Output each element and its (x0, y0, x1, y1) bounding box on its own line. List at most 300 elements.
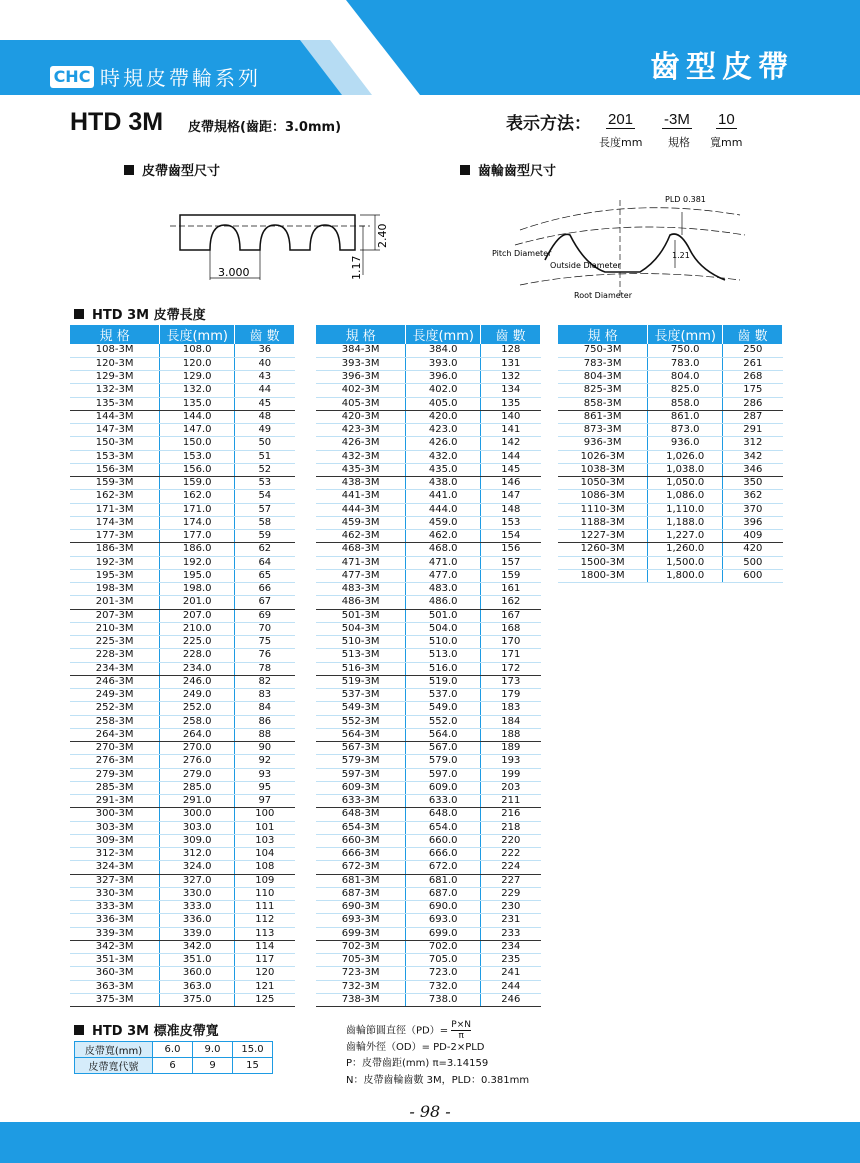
table-row (316, 755, 541, 768)
table-row (70, 702, 295, 715)
cell-length: 426.0 (406, 437, 481, 450)
table-row (70, 530, 295, 543)
cell-spec: 186-3M (70, 543, 160, 556)
table-row (70, 503, 295, 516)
cell-teeth: 241 (481, 967, 541, 980)
pitch-diameter-label: Pitch Diameter (492, 249, 552, 258)
table-row (316, 993, 541, 1006)
cell-teeth: 409 (723, 530, 783, 543)
cell-spec: 438-3M (316, 477, 406, 490)
cell-spec: 150-3M (70, 437, 160, 450)
width-cell: 15.0 (233, 1042, 273, 1058)
root-diameter-label: Root Diameter (574, 291, 633, 300)
table-row (316, 410, 541, 423)
cell-spec: 309-3M (70, 834, 160, 847)
cell-spec: 234-3M (70, 662, 160, 675)
cell-spec: 1800-3M (558, 569, 648, 582)
cell-length: 549.0 (406, 702, 481, 715)
cell-spec: 672-3M (316, 861, 406, 874)
cell-teeth: 141 (481, 424, 541, 437)
cell-spec: 432-3M (316, 450, 406, 463)
cell-length: 441.0 (406, 490, 481, 503)
cell-length: 162.0 (160, 490, 235, 503)
table-row (70, 808, 295, 821)
cell-length: 249.0 (160, 689, 235, 702)
cell-teeth: 312 (723, 437, 783, 450)
cell-length: 423.0 (406, 424, 481, 437)
table-row (70, 980, 295, 993)
cell-teeth: 172 (481, 662, 541, 675)
cell-spec: 516-3M (316, 662, 406, 675)
cell-spec: 699-3M (316, 927, 406, 940)
cell-teeth: 222 (481, 848, 541, 861)
cell-spec: 1188-3M (558, 516, 648, 529)
table-row (316, 662, 541, 675)
cell-teeth: 104 (235, 848, 295, 861)
cell-teeth: 51 (235, 450, 295, 463)
cell-spec: 108-3M (70, 344, 160, 357)
table-row (70, 927, 295, 940)
cell-teeth: 97 (235, 795, 295, 808)
cell-spec: 723-3M (316, 967, 406, 980)
header-banner (0, 0, 860, 95)
table-row (316, 596, 541, 609)
table-row (70, 636, 295, 649)
cell-teeth: 76 (235, 649, 295, 662)
cell-length: 384.0 (406, 344, 481, 357)
cell-teeth: 346 (723, 463, 783, 476)
model-spec: 皮帶規格(齒距：3.0mm) (188, 120, 342, 135)
cell-spec: 687-3M (316, 887, 406, 900)
cell-spec: 279-3M (70, 768, 160, 781)
table-row (316, 463, 541, 476)
cell-spec: 483-3M (316, 583, 406, 596)
cell-spec: 462-3M (316, 530, 406, 543)
cell-length: 690.0 (406, 901, 481, 914)
table-row (70, 596, 295, 609)
cell-length: 393.0 (406, 357, 481, 370)
cell-length: 210.0 (160, 622, 235, 635)
cell-length: 699.0 (406, 927, 481, 940)
cell-spec: 264-3M (70, 728, 160, 741)
cell-length: 153.0 (160, 450, 235, 463)
cell-teeth: 171 (481, 649, 541, 662)
table-row (70, 649, 295, 662)
cell-length: 342.0 (160, 940, 235, 953)
table-row (70, 781, 295, 794)
table-row (316, 940, 541, 953)
cell-spec: 702-3M (316, 940, 406, 953)
cell-teeth: 57 (235, 503, 295, 516)
model-name: HTD 3M (70, 108, 164, 136)
cell-spec: 1038-3M (558, 463, 648, 476)
cell-spec: 252-3M (70, 702, 160, 715)
cell-teeth: 188 (481, 728, 541, 741)
cell-spec: 504-3M (316, 622, 406, 635)
cell-spec: 207-3M (70, 609, 160, 622)
cell-spec: 327-3M (70, 874, 160, 887)
width-cell: 9.0 (193, 1042, 233, 1058)
table-row (70, 490, 295, 503)
cell-length: 471.0 (406, 556, 481, 569)
table-row (70, 662, 295, 675)
table-row (316, 583, 541, 596)
table-row (558, 424, 783, 437)
cell-teeth: 109 (235, 874, 295, 887)
cell-spec: 303-3M (70, 821, 160, 834)
cell-length: 564.0 (406, 728, 481, 741)
cell-spec: 1227-3M (558, 530, 648, 543)
cell-spec: 1086-3M (558, 490, 648, 503)
cell-spec: 1110-3M (558, 503, 648, 516)
cell-length: 783.0 (648, 357, 723, 370)
cell-spec: 300-3M (70, 808, 160, 821)
cell-spec: 690-3M (316, 901, 406, 914)
cell-teeth: 69 (235, 609, 295, 622)
cell-length: 147.0 (160, 424, 235, 437)
cell-spec: 732-3M (316, 980, 406, 993)
cell-spec: 393-3M (316, 357, 406, 370)
cell-length: 804.0 (648, 371, 723, 384)
cell-teeth: 59 (235, 530, 295, 543)
table-row (316, 887, 541, 900)
cell-spec: 648-3M (316, 808, 406, 821)
cell-spec: 120-3M (70, 357, 160, 370)
cell-teeth: 78 (235, 662, 295, 675)
cell-length: 666.0 (406, 848, 481, 861)
cell-teeth: 218 (481, 821, 541, 834)
cell-teeth: 86 (235, 715, 295, 728)
cell-spec: 129-3M (70, 371, 160, 384)
cell-spec: 402-3M (316, 384, 406, 397)
table-row (316, 874, 541, 887)
table-row (70, 940, 295, 953)
cell-spec: 471-3M (316, 556, 406, 569)
brand-title: 時規皮帶輪系列 (100, 66, 261, 90)
cell-length: 264.0 (160, 728, 235, 741)
cell-length: 705.0 (406, 954, 481, 967)
table-row (70, 424, 295, 437)
table-row (70, 874, 295, 887)
table-row (558, 410, 783, 423)
cell-length: 501.0 (406, 609, 481, 622)
cell-spec: 330-3M (70, 887, 160, 900)
cell-length: 432.0 (406, 450, 481, 463)
cell-teeth: 268 (723, 371, 783, 384)
cell-teeth: 350 (723, 477, 783, 490)
section-length: HTD 3M 皮帶長度 (74, 304, 206, 323)
cell-length: 195.0 (160, 569, 235, 582)
table-row (558, 556, 783, 569)
width-code: 9 (193, 1058, 233, 1074)
cell-spec: 360-3M (70, 967, 160, 980)
cell-spec: 486-3M (316, 596, 406, 609)
cell-spec: 132-3M (70, 384, 160, 397)
cell-length: 1,500.0 (648, 556, 723, 569)
cell-spec: 342-3M (70, 940, 160, 953)
cell-spec: 513-3M (316, 649, 406, 662)
table-row (70, 914, 295, 927)
cell-teeth: 168 (481, 622, 541, 635)
table-row (316, 371, 541, 384)
table-row (70, 477, 295, 490)
table-row (70, 715, 295, 728)
width-label: 皮帶寬(mm) (75, 1042, 153, 1058)
cell-spec: 444-3M (316, 503, 406, 516)
cell-spec: 420-3M (316, 410, 406, 423)
cell-teeth: 54 (235, 490, 295, 503)
table-row (558, 371, 783, 384)
brand-logo: CHC (50, 66, 94, 88)
cell-teeth: 75 (235, 636, 295, 649)
cell-spec: 156-3M (70, 463, 160, 476)
cell-spec: 333-3M (70, 901, 160, 914)
cell-spec: 783-3M (558, 357, 648, 370)
cell-teeth: 112 (235, 914, 295, 927)
cell-teeth: 161 (481, 583, 541, 596)
table-row (316, 861, 541, 874)
cell-teeth: 193 (481, 755, 541, 768)
cell-length: 633.0 (406, 795, 481, 808)
formula-pd-num: P×N (451, 1020, 471, 1030)
cell-length: 258.0 (160, 715, 235, 728)
cell-spec: 477-3M (316, 569, 406, 582)
pulley-profile-diagram (490, 190, 770, 305)
cell-length: 537.0 (406, 689, 481, 702)
cell-spec: 135-3M (70, 397, 160, 410)
cell-teeth: 170 (481, 636, 541, 649)
cell-length: 477.0 (406, 569, 481, 582)
cell-length: 120.0 (160, 357, 235, 370)
width-code-label: 皮帶寬代號 (75, 1058, 153, 1074)
table-row (316, 795, 541, 808)
table-row (316, 901, 541, 914)
cell-length: 396.0 (406, 371, 481, 384)
cell-teeth: 67 (235, 596, 295, 609)
cell-spec: 198-3M (70, 583, 160, 596)
cell-spec: 660-3M (316, 834, 406, 847)
cell-length: 363.0 (160, 980, 235, 993)
table-row (316, 424, 541, 437)
cell-spec: 375-3M (70, 993, 160, 1006)
cell-length: 468.0 (406, 543, 481, 556)
cell-length: 285.0 (160, 781, 235, 794)
cell-teeth: 216 (481, 808, 541, 821)
width-cell: 6.0 (153, 1042, 193, 1058)
cell-spec: 192-3M (70, 556, 160, 569)
table-row (558, 543, 783, 556)
cell-teeth: 44 (235, 384, 295, 397)
cell-teeth: 83 (235, 689, 295, 702)
table-row (70, 397, 295, 410)
table-row (70, 834, 295, 847)
cell-spec: 468-3M (316, 543, 406, 556)
outside-diameter-label: Outside Diameter (550, 261, 621, 270)
table-row (558, 397, 783, 410)
cell-length: 654.0 (406, 821, 481, 834)
table-row (316, 516, 541, 529)
cell-teeth: 135 (481, 397, 541, 410)
dim-tooth: 1.17 (350, 255, 363, 280)
table-row (70, 954, 295, 967)
cell-length: 702.0 (406, 940, 481, 953)
cell-teeth: 131 (481, 357, 541, 370)
col-spec: 規 格 (316, 325, 406, 344)
cell-spec: 147-3M (70, 424, 160, 437)
table-row (70, 450, 295, 463)
cell-teeth: 153 (481, 516, 541, 529)
col-length: 長度(mm) (160, 325, 235, 344)
dim-height: 2.40 (376, 223, 389, 248)
cell-spec: 681-3M (316, 874, 406, 887)
notation-length: 201 (608, 111, 634, 128)
cell-spec: 159-3M (70, 477, 160, 490)
cell-teeth: 162 (481, 596, 541, 609)
table-row (316, 980, 541, 993)
table-row (316, 543, 541, 556)
cell-teeth: 203 (481, 781, 541, 794)
table-row (316, 503, 541, 516)
cell-length: 438.0 (406, 477, 481, 490)
cell-length: 336.0 (160, 914, 235, 927)
cell-length: 1,038.0 (648, 463, 723, 476)
cell-teeth: 45 (235, 397, 295, 410)
col-spec: 規 格 (558, 325, 648, 344)
table-row (316, 834, 541, 847)
cell-length: 330.0 (160, 887, 235, 900)
cell-spec: 519-3M (316, 675, 406, 688)
cell-length: 510.0 (406, 636, 481, 649)
cell-spec: 228-3M (70, 649, 160, 662)
cell-length: 687.0 (406, 887, 481, 900)
cell-length: 177.0 (160, 530, 235, 543)
cell-teeth: 52 (235, 463, 295, 476)
cell-spec: 225-3M (70, 636, 160, 649)
cell-teeth: 120 (235, 967, 295, 980)
table-row (70, 609, 295, 622)
table-row (316, 397, 541, 410)
table-row (70, 622, 295, 635)
page-number: - 98 - (409, 1102, 451, 1121)
cell-length: 129.0 (160, 371, 235, 384)
table-row (70, 742, 295, 755)
formula-pd-label: 齒輪節圓直徑（PD）= (346, 1025, 449, 1037)
table-row (70, 583, 295, 596)
table-row (558, 344, 783, 357)
cell-teeth: 179 (481, 689, 541, 702)
cell-length: 660.0 (406, 834, 481, 847)
cell-length: 936.0 (648, 437, 723, 450)
dim-pitch: 3.000 (218, 266, 250, 279)
table-row (316, 357, 541, 370)
table-row (558, 530, 783, 543)
formula-pd-den: π (458, 1031, 464, 1041)
table-row (558, 516, 783, 529)
table-row (316, 808, 541, 821)
table-row (70, 675, 295, 688)
cell-length: 1,050.0 (648, 477, 723, 490)
cell-teeth: 233 (481, 927, 541, 940)
table-row (70, 795, 295, 808)
table-row (558, 357, 783, 370)
cell-teeth: 64 (235, 556, 295, 569)
cell-length: 1,800.0 (648, 569, 723, 582)
footer-bar (0, 1122, 860, 1163)
cell-length: 873.0 (648, 424, 723, 437)
cell-length: 732.0 (406, 980, 481, 993)
table-row (316, 437, 541, 450)
cell-teeth: 396 (723, 516, 783, 529)
cell-length: 579.0 (406, 755, 481, 768)
cell-teeth: 125 (235, 993, 295, 1006)
cell-length: 435.0 (406, 463, 481, 476)
cell-spec: 459-3M (316, 516, 406, 529)
cell-teeth: 58 (235, 516, 295, 529)
cell-length: 672.0 (406, 861, 481, 874)
cell-length: 459.0 (406, 516, 481, 529)
cell-length: 207.0 (160, 609, 235, 622)
cell-spec: 597-3M (316, 768, 406, 781)
cell-spec: 873-3M (558, 424, 648, 437)
cell-length: 681.0 (406, 874, 481, 887)
table-row (70, 384, 295, 397)
cell-length: 504.0 (406, 622, 481, 635)
table-row (558, 463, 783, 476)
table-row (558, 450, 783, 463)
table-row (70, 848, 295, 861)
cell-spec: 861-3M (558, 410, 648, 423)
cell-spec: 171-3M (70, 503, 160, 516)
cell-teeth: 159 (481, 569, 541, 582)
cell-teeth: 66 (235, 583, 295, 596)
table-row (316, 477, 541, 490)
cell-length: 486.0 (406, 596, 481, 609)
cell-teeth: 48 (235, 410, 295, 423)
cell-length: 291.0 (160, 795, 235, 808)
cell-teeth: 101 (235, 821, 295, 834)
cell-length: 303.0 (160, 821, 235, 834)
table-row (70, 437, 295, 450)
cell-spec: 270-3M (70, 742, 160, 755)
cell-length: 135.0 (160, 397, 235, 410)
table-row (316, 914, 541, 927)
cell-length: 375.0 (160, 993, 235, 1006)
table-row (316, 384, 541, 397)
cell-length: 513.0 (406, 649, 481, 662)
cell-teeth: 231 (481, 914, 541, 927)
cell-teeth: 49 (235, 424, 295, 437)
table-row (70, 728, 295, 741)
cell-spec: 291-3M (70, 795, 160, 808)
cell-teeth: 342 (723, 450, 783, 463)
cell-length: 312.0 (160, 848, 235, 861)
cell-length: 300.0 (160, 808, 235, 821)
cell-teeth: 148 (481, 503, 541, 516)
cell-spec: 825-3M (558, 384, 648, 397)
cell-length: 462.0 (406, 530, 481, 543)
table-row (316, 530, 541, 543)
table-row (70, 463, 295, 476)
cell-teeth: 362 (723, 490, 783, 503)
cell-teeth: 220 (481, 834, 541, 847)
cell-teeth: 157 (481, 556, 541, 569)
cell-teeth: 173 (481, 675, 541, 688)
cell-spec: 195-3M (70, 569, 160, 582)
cell-length: 858.0 (648, 397, 723, 410)
table-row (70, 410, 295, 423)
table-row (70, 371, 295, 384)
cell-length: 444.0 (406, 503, 481, 516)
